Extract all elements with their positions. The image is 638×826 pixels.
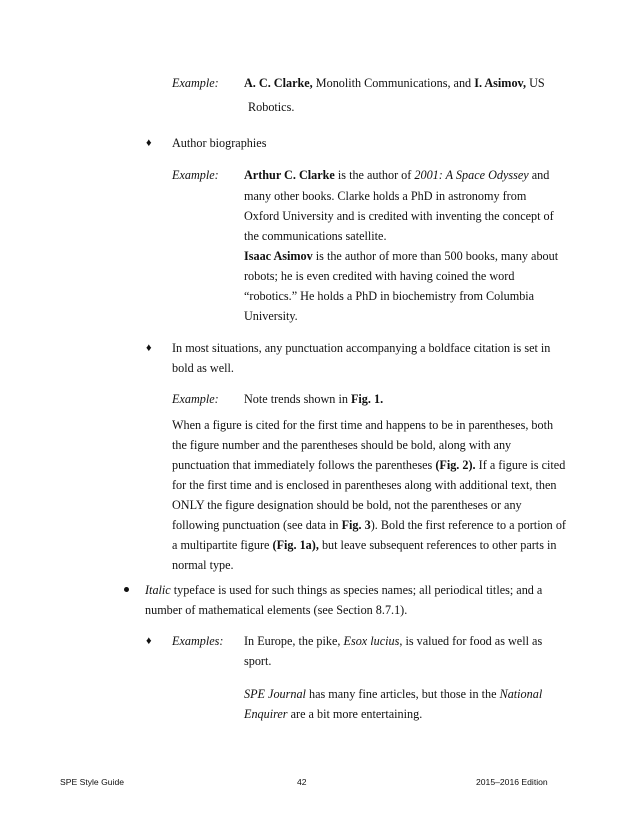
text-run: Isaac Asimov [244, 249, 313, 263]
text-run: the figure number and the parentheses should be bold, along with any [172, 438, 512, 452]
text-run: sport. [244, 654, 272, 668]
footer-edition: 2015–2016 Edition [476, 777, 548, 787]
text-run: are a bit more entertaining. [287, 707, 423, 721]
text-run: When a figure is cited for the first time and happens to be in parentheses, both [172, 418, 554, 432]
bullet-text: bold as well. [172, 361, 234, 375]
text-run: Italic [145, 583, 171, 597]
paragraph-line [172, 557, 234, 573]
text-run: for the first time and is enclosed in parentheses along with additional text, then [172, 478, 557, 492]
example-line [244, 653, 271, 669]
bullet-text: In most situations, any punctuation accompanying a boldface citation is set in [172, 341, 551, 355]
text-run: If a figure is cited [475, 458, 566, 472]
text-run: Oxford University and is credited with inventing the concept of [244, 209, 554, 223]
example-line [244, 167, 549, 183]
text-run: ). Bold the first reference to a portion of [370, 518, 566, 532]
example-line [244, 75, 545, 91]
text-run: Fig. 3 [341, 518, 371, 532]
paragraph-line [172, 537, 556, 553]
paragraph-line [172, 457, 565, 473]
text-run: I. Asimov, [474, 76, 527, 90]
text-run: 2001: A Space Odyssey [414, 168, 529, 182]
example-line: Robotics. [248, 100, 295, 114]
example-line [244, 633, 542, 649]
text-run: (Fig. 2). [435, 458, 476, 472]
paragraph-line [172, 417, 553, 433]
diamond-bullet-icon: ♦ [146, 635, 152, 647]
example-label: Example: [172, 168, 219, 182]
text-run: SPE Journal [244, 687, 306, 701]
paragraph-line [172, 497, 522, 513]
example-line [244, 706, 422, 722]
paragraph-line [172, 477, 556, 493]
text-run: following punctuation (see data in [172, 518, 342, 532]
text-run: typeface is used for such things as species names; all periodical titles; and a [170, 583, 543, 597]
diamond-bullet-icon: ♦ [146, 137, 152, 149]
text-run: the communications satellite. [244, 229, 387, 243]
text-run: number of mathematical elements (see Section 8.7.1). [145, 603, 408, 617]
text-run: US [526, 76, 545, 90]
bullet-text [145, 582, 542, 598]
text-run: robots; he is even credited with having coined the word [244, 269, 515, 283]
text-run: Monolith Communications, and [312, 76, 475, 90]
example-label: Example: [172, 392, 219, 406]
example-line [244, 228, 387, 244]
bullet-text: Author biographies [172, 136, 267, 150]
text-run: “robotics.” He holds a PhD in biochemistry from Columbia [244, 289, 535, 303]
text-run: Note trends shown in [244, 392, 351, 406]
text-run: and [528, 168, 550, 182]
text-run: is the author of [334, 168, 415, 182]
text-run: punctuation that immediately follows the parentheses [172, 458, 436, 472]
text-run: but leave subsequent references to other parts in [318, 538, 557, 552]
text-run: Enquirer [244, 707, 288, 721]
example-label: Example: [172, 76, 219, 90]
example-line [244, 686, 542, 702]
paragraph-line [172, 437, 511, 453]
example-line [244, 308, 298, 324]
text-run: In Europe, the pike, [244, 634, 344, 648]
diamond-bullet-icon: ♦ [146, 342, 152, 354]
example-line [244, 268, 514, 284]
example-line [244, 248, 558, 264]
text-run: University. [244, 309, 298, 323]
example-line [244, 208, 554, 224]
text-run: normal type. [172, 558, 234, 572]
text-run: (Fig. 1a), [272, 538, 319, 552]
text-run: Fig. 1. [350, 392, 384, 406]
text-run: is the author of more than 500 books, many about [312, 249, 559, 263]
bullet-dot-icon [124, 587, 129, 592]
text-run: A. C. Clarke, [244, 76, 313, 90]
text-run: many other books. Clarke holds a PhD in astronomy from [244, 189, 527, 203]
example-line [244, 288, 534, 304]
bullet-text [145, 602, 407, 618]
page-number: 42 [297, 777, 307, 787]
text-run: Arthur C. Clarke [244, 168, 335, 182]
example-line [244, 188, 526, 204]
text-run: a multipartite figure [172, 538, 273, 552]
text-run: Esox lucius [343, 634, 400, 648]
footer-title: SPE Style Guide [60, 777, 125, 787]
text-run: has many fine articles, but those in the [305, 687, 500, 701]
paragraph-line [172, 517, 566, 533]
text-run: , is valued for food as well as [399, 634, 543, 648]
text-run: National [499, 687, 543, 701]
example-label: Examples: [172, 634, 224, 648]
example-line [244, 391, 383, 407]
text-run: ONLY the figure designation should be bold, not the parentheses or any [172, 498, 522, 512]
